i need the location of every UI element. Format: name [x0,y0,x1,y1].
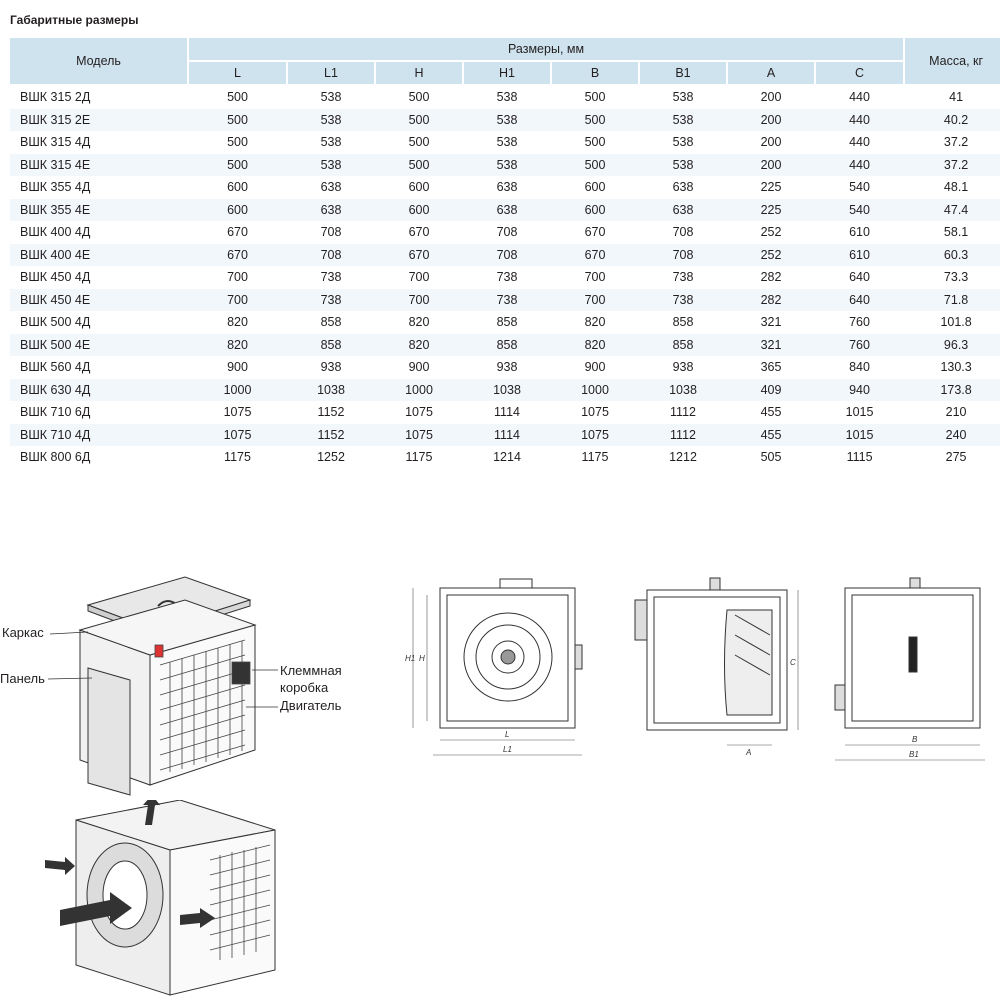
model-cell: ВШК 355 4Д [20,180,91,195]
value-cell: 500 [375,154,463,177]
model-cell: ВШК 315 4Д [20,135,91,150]
dimension-header: H [375,61,463,85]
dim-a: A [746,748,752,757]
value-cell: 1015 [845,405,874,420]
model-cell: ВШК 315 2Е [10,109,188,132]
value-cell: 440 [815,109,904,132]
value-cell: 610 [815,244,904,267]
value-cell: 1075 [581,405,609,420]
value-cell: 708 [463,244,551,267]
value-cell: 1015 [815,424,904,447]
motor-callout: Двигатель [280,698,342,713]
value-cell: 610 [849,225,870,240]
value-cell: 708 [639,244,727,267]
value-cell: 1000 [551,379,639,402]
value-cell: 252 [760,225,782,240]
value-cell: 538 [320,90,342,105]
value-cell: 708 [672,225,694,240]
value-cell: 200 [760,135,782,150]
value-cell: 538 [320,135,342,150]
model-cell: ВШК 315 2Д [20,90,91,105]
value-cell: 282 [760,270,782,285]
value-cell: 101.8 [940,315,972,330]
value-cell: 638 [639,199,727,222]
value-cell: 1000 [375,379,463,402]
value-cell: 1114 [494,405,520,420]
value-cell: 440 [849,90,870,105]
value-cell: 708 [496,225,518,240]
dim-b1: B1 [909,750,919,759]
value-cell: 858 [463,334,551,357]
value-cell: 700 [551,289,639,312]
value-cell: 670 [584,225,606,240]
value-cell: 738 [287,289,375,312]
value-cell: 200 [727,154,815,177]
value-cell: 540 [849,180,870,195]
value-cell: 73.3 [943,270,969,285]
value-cell: 500 [551,154,639,177]
value-cell: 500 [408,135,430,150]
value-cell: 440 [815,154,904,177]
value-cell: 840 [849,360,870,375]
side-view-drawing [630,575,810,765]
value-cell: 760 [849,315,870,330]
value-cell: 500 [375,109,463,132]
value-cell: 858 [287,334,375,357]
value-cell: 455 [760,405,782,420]
value-cell: 1175 [581,450,609,465]
value-cell: 500 [188,109,287,132]
value-cell: 440 [849,135,870,150]
value-cell: 500 [227,90,248,105]
value-cell: 640 [815,289,904,312]
value-cell: 1075 [223,405,252,420]
value-cell: 455 [727,424,815,447]
dimension-header: H1 [463,61,551,85]
value-cell: 1114 [463,424,551,447]
dim-b: B [912,735,918,744]
value-cell: 670 [551,244,639,267]
value-cell: 820 [188,334,287,357]
value-cell: 365 [760,360,782,375]
value-cell: 200 [727,109,815,132]
value-cell: 600 [375,199,463,222]
value-cell: 938 [320,360,342,375]
value-cell: 1115 [846,450,873,465]
model-cell: ВШК 355 4Е [10,199,188,222]
value-cell: 820 [551,334,639,357]
value-cell: 638 [463,199,551,222]
value-cell: 700 [584,270,606,285]
value-cell: 1152 [317,405,345,420]
value-cell: 1038 [463,379,551,402]
value-cell: 225 [727,199,815,222]
model-cell: ВШК 630 4Д [10,379,188,402]
model-cell: ВШК 400 4Е [10,244,188,267]
dimensions-group-header: Размеры, мм [188,38,904,61]
value-cell: 1075 [405,405,433,420]
model-cell: ВШК 710 4Д [10,424,188,447]
dimension-header: B1 [639,61,727,85]
value-cell: 738 [639,289,727,312]
value-cell: 738 [672,270,694,285]
value-cell: 820 [227,315,248,330]
value-cell: 858 [639,334,727,357]
value-cell: 41 [949,90,964,105]
mass-header: Масса, кг [904,38,1000,85]
value-cell: 500 [227,135,248,150]
value-cell: 96.3 [904,334,1000,357]
value-cell: 538 [672,90,694,105]
value-cell: 760 [815,334,904,357]
model-cell: ВШК 500 4Д [20,315,91,330]
dim-h1: H1 [405,654,416,663]
model-cell: ВШК 400 4Д [20,225,91,240]
value-cell: 638 [496,180,518,195]
value-cell: 700 [227,270,248,285]
value-cell: 538 [287,109,375,132]
value-cell: 600 [188,199,287,222]
value-cell: 708 [320,225,342,240]
value-cell: 500 [408,90,430,105]
value-cell: 670 [227,225,248,240]
value-cell: 500 [188,154,287,177]
value-cell: 1214 [493,450,521,465]
value-cell: 638 [287,199,375,222]
value-cell: 938 [672,360,694,375]
value-cell: 1038 [639,379,727,402]
model-cell: ВШК 800 6Д [20,450,91,465]
value-cell: 1000 [188,379,287,402]
model-header: Модель [10,38,188,85]
value-cell: 940 [815,379,904,402]
value-cell: 275 [945,450,967,465]
dimension-header: B [551,61,639,85]
value-cell: 409 [727,379,815,402]
value-cell: 37.2 [943,135,969,150]
value-cell: 670 [408,225,430,240]
value-cell: 700 [375,289,463,312]
dimension-header: A [727,61,815,85]
model-cell: ВШК 450 4Е [10,289,188,312]
value-cell: 500 [584,90,606,105]
value-cell: 47.4 [904,199,1000,222]
value-cell: 37.2 [904,154,1000,177]
value-cell: 321 [727,334,815,357]
value-cell: 900 [408,360,430,375]
dimension-header: L1 [287,61,375,85]
value-cell: 240 [904,424,1000,447]
value-cell: 900 [584,360,606,375]
value-cell: 505 [760,450,782,465]
value-cell: 1112 [670,405,696,420]
value-cell: 538 [496,135,518,150]
value-cell: 252 [727,244,815,267]
value-cell: 500 [551,109,639,132]
value-cell: 670 [375,244,463,267]
airflow-view-diagram [40,800,290,1000]
frame-callout: Каркас [2,625,44,640]
section-title: Габаритные размеры [10,13,139,27]
value-cell: 538 [496,90,518,105]
value-cell: 670 [188,244,287,267]
model-cell: ВШК 315 4Е [10,154,188,177]
value-cell: 1075 [375,424,463,447]
value-cell: 225 [760,180,782,195]
value-cell: 500 [584,135,606,150]
dimension-header: L [188,61,287,85]
value-cell: 210 [945,405,967,420]
value-cell: 200 [760,90,782,105]
value-cell: 1152 [287,424,375,447]
dimension-header: C [815,61,904,85]
model-cell: ВШК 450 4Д [20,270,91,285]
value-cell: 60.3 [904,244,1000,267]
value-cell: 858 [320,315,342,330]
value-cell: 938 [496,360,518,375]
value-cell: 71.8 [904,289,1000,312]
model-cell: ВШК 560 4Д [20,360,91,375]
dim-l: L [505,730,510,739]
value-cell: 600 [584,180,606,195]
value-cell: 538 [463,109,551,132]
dim-h: H [419,654,425,663]
value-cell: 638 [672,180,694,195]
value-cell: 1075 [551,424,639,447]
value-cell: 1075 [188,424,287,447]
panel-callout: Панель [0,671,45,686]
value-cell: 321 [760,315,782,330]
value-cell: 540 [815,199,904,222]
value-cell: 700 [188,289,287,312]
value-cell: 538 [639,109,727,132]
value-cell: 600 [227,180,248,195]
model-cell: ВШК 710 6Д [20,405,91,420]
value-cell: 708 [287,244,375,267]
value-cell: 600 [551,199,639,222]
value-cell: 538 [463,154,551,177]
value-cell: 1175 [405,450,433,465]
value-cell: 58.1 [943,225,969,240]
value-cell: 900 [227,360,248,375]
value-cell: 282 [727,289,815,312]
value-cell: 1112 [639,424,727,447]
value-cell: 738 [320,270,342,285]
value-cell: 700 [408,270,430,285]
dim-l1: L1 [503,745,512,754]
front-view-drawing [395,575,605,770]
value-cell: 738 [463,289,551,312]
back-view-drawing [830,575,990,770]
value-cell: 640 [849,270,870,285]
value-cell: 1252 [317,450,345,465]
value-cell: 858 [672,315,694,330]
value-cell: 600 [408,180,430,195]
value-cell: 538 [287,154,375,177]
callout-leaders [0,0,300,720]
value-cell: 1038 [287,379,375,402]
value-cell: 1175 [224,450,251,465]
value-cell: 40.2 [904,109,1000,132]
terminal-box-callout: Клеммная коробка [280,663,342,695]
dim-c: C [790,658,796,667]
model-cell: ВШК 500 4Е [10,334,188,357]
value-cell: 538 [639,154,727,177]
value-cell: 1212 [669,450,697,465]
value-cell: 738 [496,270,518,285]
value-cell: 820 [408,315,430,330]
value-cell: 858 [496,315,518,330]
value-cell: 820 [584,315,606,330]
value-cell: 538 [672,135,694,150]
value-cell: 638 [320,180,342,195]
value-cell: 48.1 [943,180,969,195]
value-cell: 173.8 [904,379,1000,402]
value-cell: 130.3 [940,360,972,375]
value-cell: 820 [375,334,463,357]
